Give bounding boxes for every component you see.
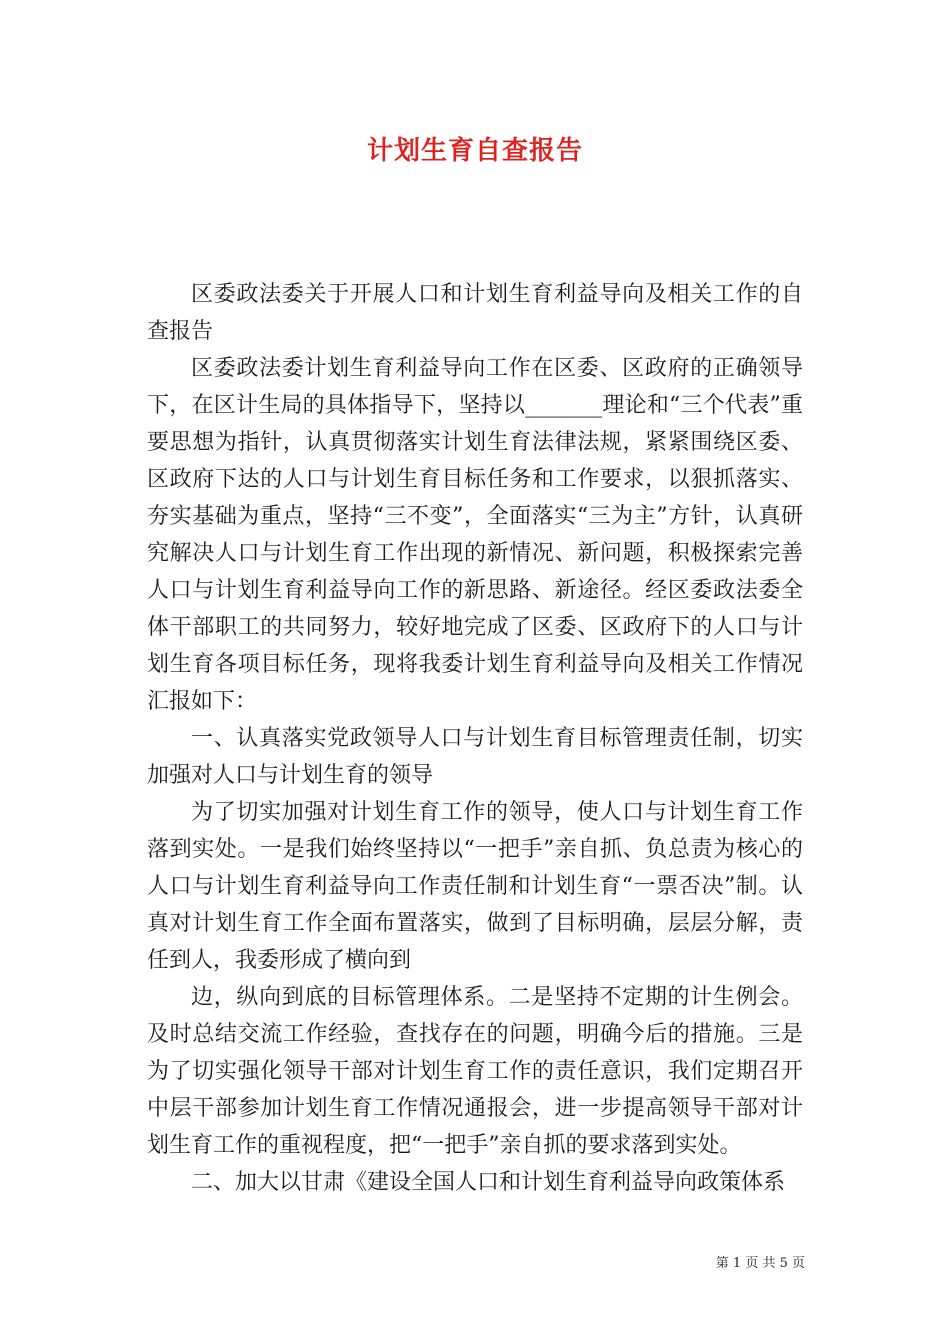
paragraph-section-one-b: 边，纵向到底的目标管理体系。二是坚持不定期的计生例会。及时总结交流工作经验，查找存在的问题，明确今后的措施。三是为了切实强化领导干部对计划生育工作的责任意识，我们定期召开中层干部参加计划生育工作情况通报会，进一步提高领导干部对计划生育工作的重视程度，把“一把手”亲自抓的要求落到实处。 [147, 985, 803, 1158]
page-number: 第 1 页 共 5 页 [715, 1256, 805, 1271]
section-heading-one: 一、认真落实党政领导人口与计划生育目标管理责任制，切实加强对人口与计划生育的领导 [147, 726, 803, 788]
paragraph-section-one-a: 为了切实加强对计划生育工作的领导，使人口与计划生育工作落到实处。一是我们始终坚持以“一把手”亲自抓、负总责为核心的人口与计划生育利益导向工作责任制和计划生育“一票否决”制。认真对计划生育工作全面布置落实，做到了目标明确，层层分解，责任到人，我委形成了横向到 [147, 800, 803, 973]
section-heading-two: 二、加大以甘肃《建设全国人口和计划生育利益导向政策体系 [191, 1170, 786, 1195]
document-body [147, 276, 803, 1201]
paragraph-heading: 区委政法委关于开展人口和计划生育利益导向及相关工作的自查报告 [147, 282, 803, 344]
paragraph-intro: 区委政法委计划生育利益导向工作在区委、区政府的正确领导下，在区计生局的具体指导下，坚持以_______理论和“三个代表”重要思想为指针，认真贯彻落实计划生育法律法规，紧紧围绕区委、区政府下达的人口与计划生育目标任务和工作要求，以狠抓落实、夯实基础为重点，坚持“三不变”，全面落实“三为主”方针，认真研究解决人口与计划生育工作出现的新情况、新问题，积极探索完善人口与计划生育利益导向工作的新思路、新途径。经区委政法委全体干部职工的共同努力，较好地完成了区委、区政府下的人口与计划生育各项目标任务，现将我委计划生育利益导向及相关工作情况汇报如下： [147, 356, 803, 714]
document-title: 计划生育自查报告 [366, 136, 583, 166]
